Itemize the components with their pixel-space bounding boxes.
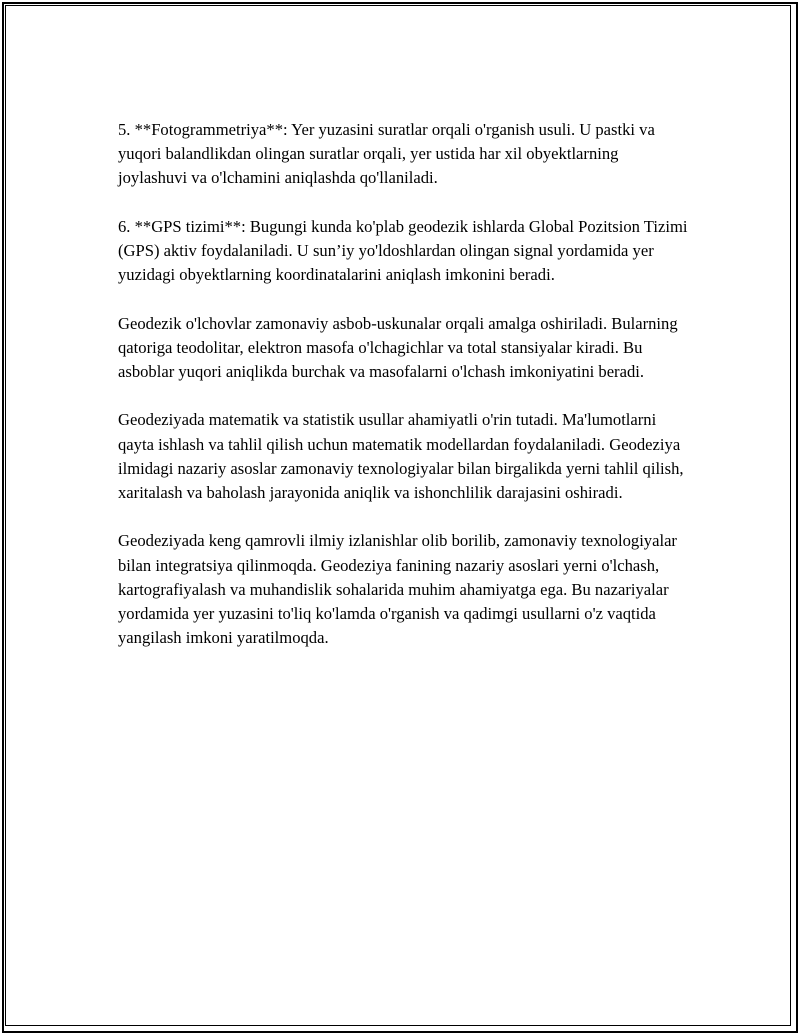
paragraph-geodetic-measurements: Geodezik o'lchovlar zamonaviy asbob-uskunalar orqali amalga oshiriladi. Bularning qatoriga teodolitar, elektron masofa o'lchagichlar va total stansiyalar kiradi. Bu asboblar yuqori aniqlikda burchak va masofalarni o'lchash imkoniyatini beradi.	[118, 313, 678, 381]
paragraph-photogrammetry: 5. **Fotogrammetriya**: Yer yuzasini suratlar orqali o'rganish usuli. U pastki va yuqori balandlikdan olingan suratlar orqali, yer ustida har xil obyektlarning joylashuvi va o'lchamini aniqlashda qo'llaniladi.	[118, 120, 655, 188]
document-body	[118, 118, 688, 675]
paragraph-math-statistics: Geodeziyada matematik va statistik usullar ahamiyatli o'rin tutadi. Ma'lumotlarni qayta ishlash va tahlil qilish uchun matematik modellardan foydalaniladi. Geodeziya ilmidagi nazariy asoslar zamonaviy texnologiyalar bilan birgalikda yerni tahlil qilish, xaritalash va baholash jarayonida aniqlik va ishonchlilik darajasini oshiradi.	[118, 410, 684, 502]
paragraph-gps-system: 6. **GPS tizimi**: Bugungi kunda ko'plab geodezik ishlarda Global Pozitsion Tizimi (GPS) aktiv foydalaniladi. U sun’iy yo'ldoshlardan olingan signal yordamida yer yuzidagi obyektlarning koordinatalarini aniqlash imkonini beradi.	[118, 216, 688, 285]
paragraph-research-integration: Geodeziyada keng qamrovli ilmiy izlanishlar olib borilib, zamonaviy texnologiyalar bilan integratsiya qilinmoqda. Geodeziya fanining nazariy asoslari yerni o'lchash, kartografiyalash va muhandislik sohalarida muhim ahamiyatga ega. Bu nazariyalar yordamida yer yuzasini to'liq ko'lamda o'rganish va qadimgi usullarni o'z vaqtida yangilash imkoni yaratilmoqda.	[118, 531, 677, 648]
